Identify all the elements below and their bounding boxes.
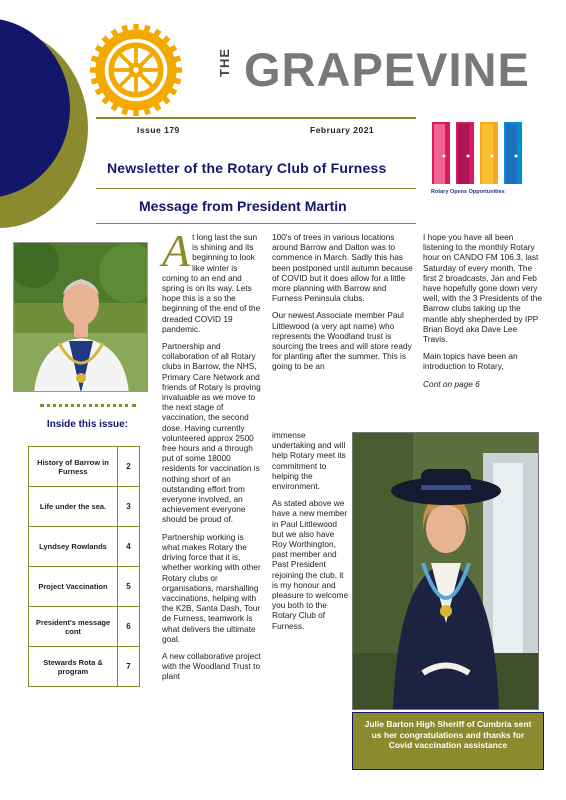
contents-row[interactable] <box>29 607 140 647</box>
high-sheriff-photo <box>352 432 539 710</box>
article-paragraph: Main topics have been an introduction to Rotary, <box>423 351 518 372</box>
contents-row[interactable] <box>29 647 140 687</box>
contents-page: 6 <box>118 607 140 647</box>
contents-page: 3 <box>118 487 140 527</box>
contents-row[interactable] <box>29 487 140 527</box>
article-column-2-narrow <box>272 430 350 638</box>
article-paragraph: Partnership working is what makes Rotary the driving force that it is, whether working with other Rotary clubs or organisations, marshalling vaccinations, helping with the K2B, Santa Dash, Tour de Furness, teamwork is what delivers the ultimate goal. <box>162 531 261 644</box>
contents-label: Life under the sea. <box>29 487 118 527</box>
drop-cap: A <box>162 225 191 276</box>
contents-label: Lyndsey Rowlands <box>29 527 118 567</box>
newsletter-title: Newsletter of the Rotary Club of Furness <box>107 160 387 176</box>
issue-date: February 2021 <box>310 125 375 135</box>
divider <box>96 188 416 189</box>
contents-row[interactable] <box>29 567 140 607</box>
rotary-wheel-icon <box>90 24 182 116</box>
article-paragraph: t long last the sun is shining and its beginning to look like winter is coming to an end and spring is on its way. Lets hope this is a so the beginning of the end of the dreaded COVID 19 pandemic. <box>162 232 261 334</box>
contents-page: 4 <box>118 527 140 567</box>
divider <box>96 223 416 224</box>
contents-page: 2 <box>118 447 140 487</box>
contents-label: Stewards Rota & program <box>29 647 118 687</box>
article-paragraph: Our newest Associate member Paul Littlewood (a very apt name) who represents the Woodland trust is sourcing the trees and will store ready for planting after the summer. This is going to be an <box>272 310 412 372</box>
issue-number: Issue 179 <box>137 125 180 135</box>
article-column-1 <box>162 225 262 689</box>
masthead-the: THE <box>217 48 232 77</box>
contents-label: Project Vaccination <box>29 567 118 607</box>
photo-caption: Julie Barton High Sheriff of Cumbria sent us her congratulations and thanks for Covid vaccination assistance <box>352 712 544 770</box>
rotary-opens-opportunities-doors-icon <box>428 120 528 188</box>
masthead-title: GRAPEVINE <box>244 43 530 96</box>
article-paragraph: Partnership and collaboration of all Rotary clubs in Barrow, the NHS, Primary Care Network and friends of Rotary is proving invaluable as we move to the next stage of vaccination, the second dose. Having currently volunteered approx 2500 free hours and a through put of some 18000 residents for vaccination is nothing short of an outstanding effort from everyone involved, an achievement everyone should be proud of. <box>162 341 261 525</box>
president-portrait-photo <box>13 242 148 392</box>
contents-page: 7 <box>118 647 140 687</box>
article-paragraph: immense undertaking and will help Rotary meet its commitment to helping the environment. <box>272 430 346 492</box>
article-paragraph: 100's of trees in various locations around Barrow and Dalton was to commence in March. Sadly this has been postponed until autumn because of COVID but it does allow for a little more planning with Barrow and Furness Peninsula clubs. <box>272 232 413 304</box>
contents-page: 5 <box>118 567 140 607</box>
article-column-2 <box>272 232 417 379</box>
contents-label: President's message cont <box>29 607 118 647</box>
article-title: Message from President Martin <box>139 198 347 214</box>
dotted-divider <box>40 404 136 407</box>
article-paragraph: As stated above we have a new member in Paul Littlewood but we also have Roy Worthington, past member and Past President rejoining the club, it is my honour and pleasure to welcome you both to the Rotary Club of Furness. <box>272 498 349 631</box>
contents-row[interactable] <box>29 447 140 487</box>
contents-row[interactable] <box>29 527 140 567</box>
continued-link[interactable]: Cont on page 6 <box>423 378 480 389</box>
article-paragraph: A new collaborative project with the Woodland Trust to plant <box>162 650 261 682</box>
article-paragraph: I hope you have all been listening to the monthly Rotary hour on CANDO FM 106.3, last Saturday of every month. The first 2 broadcasts, Jan and Feb have hopefully gone down very well, with the 3 Presidents of the Barrow clubs taking up the mantle ably shepherded by IPP Brian Boyd aka Dave Lee Travis. <box>423 232 542 345</box>
article-column-3 <box>423 232 543 396</box>
contents-label: History of Barrow in Furness <box>29 447 118 487</box>
contents-table <box>28 446 140 687</box>
inside-issue-title: Inside this issue: <box>46 419 129 430</box>
divider <box>96 117 416 119</box>
doors-caption: Rotary Opens Opportunities <box>431 189 505 195</box>
